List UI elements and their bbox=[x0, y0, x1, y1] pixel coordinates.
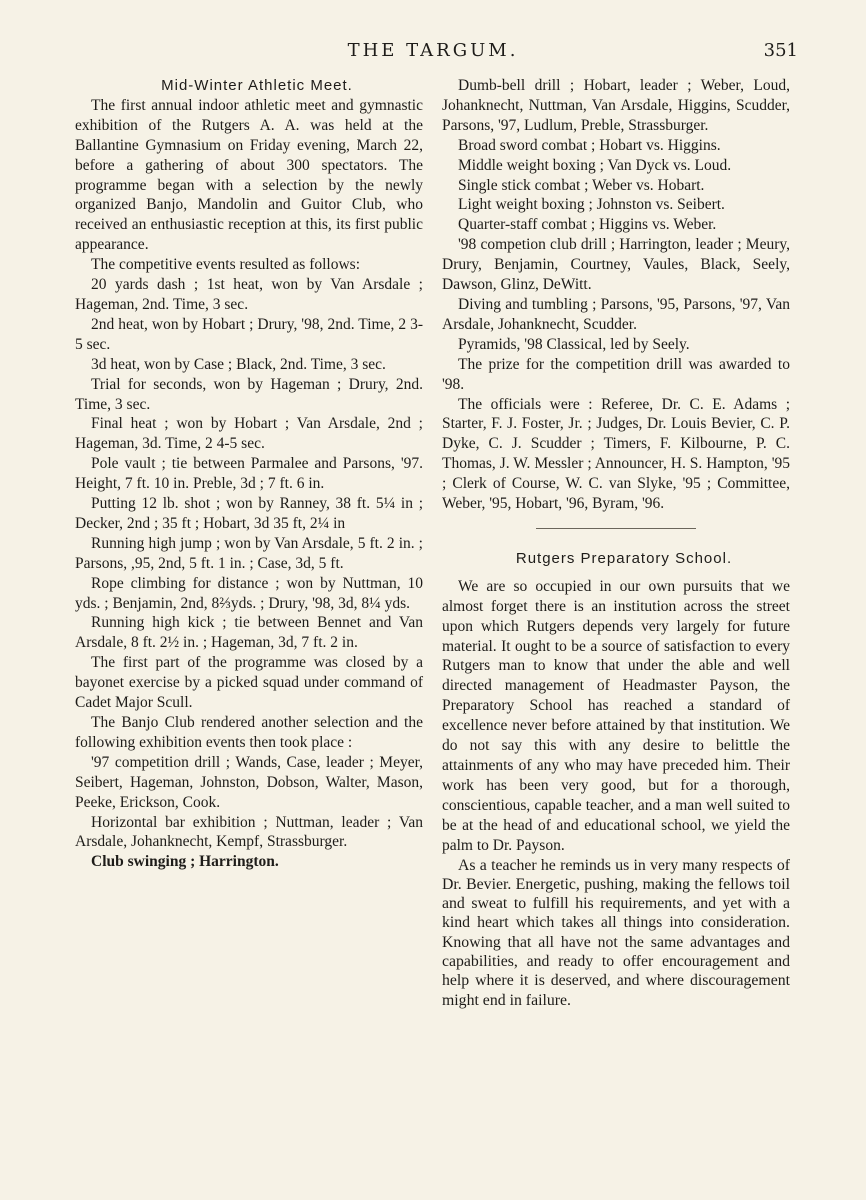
article-paragraph: The competitive events resulted as follows: bbox=[91, 256, 361, 274]
exhibition-event: Quarter-staff combat ; Higgins vs. Weber. bbox=[458, 216, 717, 234]
journal-title: THE TARGUM. bbox=[347, 40, 519, 61]
exhibition-event: Middle weight boxing ; Van Dyck vs. Loud. bbox=[458, 156, 732, 174]
exhibition-event: Diving and tumbling ; Parsons, '95, Parsons, '97, Van Arsdale, Johanknecht, Scudder. bbox=[442, 295, 790, 333]
event-result: Rope climbing for distance ; won by Nuttman, 10 yds. ; Benjamin, 2nd, 8⅔yds. ; Drury, '98, 3d, 8¼ yds. bbox=[75, 574, 423, 612]
page-number: 351 bbox=[763, 40, 798, 61]
section-title-prep-school: Rutgers Preparatory School. bbox=[515, 549, 733, 567]
exhibition-event: '97 competition drill ; Wands, Case, leader ; Meyer, Seibert, Hageman, Johnston, Dobson, Walter, Mason, Peeke, Erickson, Cook. bbox=[75, 753, 423, 811]
article-paragraph: The prize for the competition drill was awarded to '98. bbox=[442, 355, 790, 393]
event-result: Pole vault ; tie between Parmalee and Parsons, '97. Height, 7 ft. 10 in. Preble, 3d ; 7 ft. 6 in. bbox=[75, 455, 423, 493]
section-title-athletic-meet: Mid-Winter Athletic Meet. bbox=[161, 77, 353, 94]
exhibition-event: Light weight boxing ; Johnston vs. Seibert. bbox=[458, 196, 725, 214]
exhibition-event: '98 competion club drill ; Harrington, leader ; Meury, Drury, Benjamin, Courtney, Vaules, Black, Seely, Dawson, Glinz, DeWitt. bbox=[442, 236, 790, 294]
article-paragraph: The Banjo Club rendered another selection and the following exhibition events then took place : bbox=[75, 714, 423, 751]
article-paragraph: The first part of the programme was closed by a bayonet exercise by a picked squad under command of Cadet Major Scull. bbox=[75, 654, 423, 712]
event-result: 3d heat, won by Case ; Black, 2nd. Time, 3 sec. bbox=[91, 355, 386, 373]
event-result: Running high jump ; won by Van Arsdale, 5 ft. 2 in. ; Parsons, ,95, 2nd, 5 ft. 1 in. ; Case, 3d, 5 ft. bbox=[75, 534, 423, 572]
event-result: Final heat ; won by Hobart ; Van Arsdale, 2nd ; Hageman, 3d. Time, 2 4-5 sec. bbox=[75, 415, 423, 453]
exhibition-event: Single stick combat ; Weber vs. Hobart. bbox=[458, 176, 705, 194]
article-paragraph: The first annual indoor athletic meet and gymnastic exhibition of the Rutgers A. A. was held at the Ballantine Gymnasium on Friday evening, March 22, before a gathering of about 300 spectators. The programme began with a selection by the newly organized Banjo, Mandolin and Guitor Club, who received an enthusiastic reception at this, its first public appearance. bbox=[75, 96, 423, 254]
event-result: Running high kick ; tie between Bennet and Van Arsdale, 8 ft. 2½ in. ; Hageman, 3d, 7 ft. 2 in. bbox=[75, 614, 423, 652]
event-result: 20 yards dash ; 1st heat, won by Van Arsdale ; Hageman, 2nd. Time, 3 sec. bbox=[75, 276, 423, 313]
event-result: 2nd heat, won by Hobart ; Drury, '98, 2nd. Time, 2 3-5 sec. bbox=[75, 315, 423, 353]
event-result: Putting 12 lb. shot ; won by Ranney, 38 ft. 5¼ in ; Decker, 2nd ; 35 ft ; Hobart, 3d 35 ft, 2¼ in bbox=[75, 495, 423, 532]
exhibition-event: Dumb-bell drill ; Hobart, leader ; Weber, Loud, Johanknecht, Nuttman, Van Arsdale, Higgins, Scudder, Parsons, '97, Ludlum, Preble, Strassburger. bbox=[442, 77, 790, 134]
event-result: Trial for seconds, won by Hageman ; Drury, 2nd. Time, 3 sec. bbox=[75, 375, 423, 413]
article-paragraph: As a teacher he reminds us in very many respects of Dr. Bevier. Energetic, pushing, making the fellows toil and sweat to fulfill his requirements, and yet with a kind heart which takes all things into consideration. Knowing that all have not the same advantages and capabilities, and ready to offer encouragement and help where it is deserved, and where discouragement might end in failure. bbox=[442, 856, 790, 1009]
exhibition-event: Broad sword combat ; Hobart vs. Higgins. bbox=[458, 136, 721, 154]
exhibition-event: Club swinging ; Harrington. bbox=[91, 853, 279, 871]
left-column bbox=[75, 76, 423, 872]
officials-paragraph: The officials were : Referee, Dr. C. E. Adams ; Starter, F. J. Foster, Jr. ; Judges, Dr. Louis Bevier, C. P. Dyke, C. J. Scudder ; Timers, F. Kilbourne, P. C. Thomas, J. W. Messler ; Announcer, H. S. Hampton, '95 ; Clerk of Course, W. C. van Slyke, '95 ; Committee, Weber, '95, Hobart, '96, Byram, '96. bbox=[442, 395, 790, 513]
exhibition-event: Horizontal bar exhibition ; Nuttman, leader ; Van Arsdale, Johanknecht, Kempf, Strassburger. bbox=[75, 813, 423, 851]
exhibition-event: Pyramids, '98 Classical, led by Seely. bbox=[458, 335, 690, 353]
article-paragraph: We are so occupied in our own pursuits that we almost forget there is an institution across the street upon which Rutgers depends very largely for future material. It ought to be a source of satisfaction to every Rutgers man to know that under the able and well directed management of Headmaster Payson, the Preparatory School has reached a standard of excellence never before attained by that institution. We do not say this with any desire to belittle the attainments of any who may have preceded him. Their work has been very good, but for a thorough, conscientious, capable teacher, and a man well suited to be at the head of and educational school, we yield the palm to Dr. Payson. bbox=[442, 577, 790, 854]
right-column bbox=[442, 76, 790, 1010]
section-divider bbox=[536, 528, 696, 529]
